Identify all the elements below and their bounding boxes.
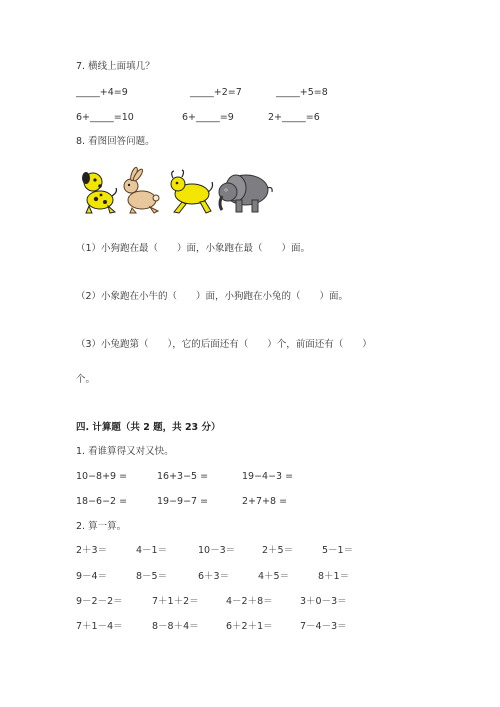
s4-q2-expr: 8＋1＝ <box>318 571 350 582</box>
q7-blank-2: _____+2=7 <box>190 87 242 98</box>
animals-illustration <box>78 166 274 216</box>
s4-q1-expr: 18−6−2 = <box>76 496 128 507</box>
q8-sub1: （1）小狗跑在最（ ）面，小象跑在最（ ）面。 <box>76 243 311 254</box>
q7-blank-3: _____+5=8 <box>276 87 328 98</box>
q7-title: 7. 横线上面填几？ <box>76 61 155 72</box>
s4-q2-expr: 2＋3＝ <box>76 545 108 556</box>
ox-icon <box>171 170 213 213</box>
s4-q1-title: 1. 看谁算得又对又快。 <box>76 446 174 457</box>
s4-q2-expr: 4－2＋8＝ <box>226 596 273 607</box>
s4-q2-expr: 6＋3＝ <box>198 571 230 582</box>
s4-q2-expr: 8－5＝ <box>136 571 168 582</box>
q8-sub3-cont: 个。 <box>76 374 96 385</box>
s4-q2-expr: 2＋5＝ <box>262 545 294 556</box>
s4-q1-expr: 10−8+9 = <box>76 471 128 482</box>
rabbit-icon <box>124 167 159 213</box>
s4-q2-expr: 7＋1－4＝ <box>76 621 123 632</box>
s4-q1-expr: 19−4−3 = <box>242 471 294 482</box>
s4-q1-expr: 2+7+8 = <box>242 496 288 507</box>
s4-q1-expr: 16+3−5 = <box>157 471 209 482</box>
s4-q2-expr: 6＋2＋1＝ <box>226 621 273 632</box>
q8-sub2: （2）小象跑在小牛的（ ）面，小狗跑在小兔的（ ）面。 <box>76 291 349 302</box>
s4-q2-title: 2. 算一算。 <box>76 521 127 532</box>
s4-q2-expr: 4＋5＝ <box>258 571 290 582</box>
s4-q2-expr: 4－1＝ <box>136 545 168 556</box>
q7-blank-6: 2+_____=6 <box>268 112 320 123</box>
q7-blank-5: 6+_____=9 <box>182 112 234 123</box>
q8-sub3: （3）小兔跑第（ ），它的后面还有（ ）个，前面还有（ ） <box>76 339 372 350</box>
s4-q2-expr: 9－4＝ <box>76 571 108 582</box>
section4-heading: 四. 计算题（共 2 题，共 23 分） <box>76 422 221 433</box>
s4-q2-expr: 5－1＝ <box>322 545 354 556</box>
s4-q2-expr: 8－8＋4＝ <box>152 621 199 632</box>
s4-q2-expr: 7－4－3＝ <box>300 621 347 632</box>
s4-q1-expr: 19−9−7 = <box>157 496 209 507</box>
s4-q2-expr: 3＋0－3＝ <box>300 596 347 607</box>
s4-q2-expr: 10－3＝ <box>198 545 236 556</box>
q7-blank-4: 6+_____=10 <box>76 112 134 123</box>
elephant-icon <box>219 175 272 212</box>
q7-blank-1: _____+4=9 <box>76 87 128 98</box>
s4-q2-expr: 7＋1＋2＝ <box>152 596 199 607</box>
s4-q2-expr: 9－2－2＝ <box>76 596 123 607</box>
dog-icon <box>82 172 117 213</box>
q8-title: 8. 看图回答问题。 <box>76 136 155 147</box>
